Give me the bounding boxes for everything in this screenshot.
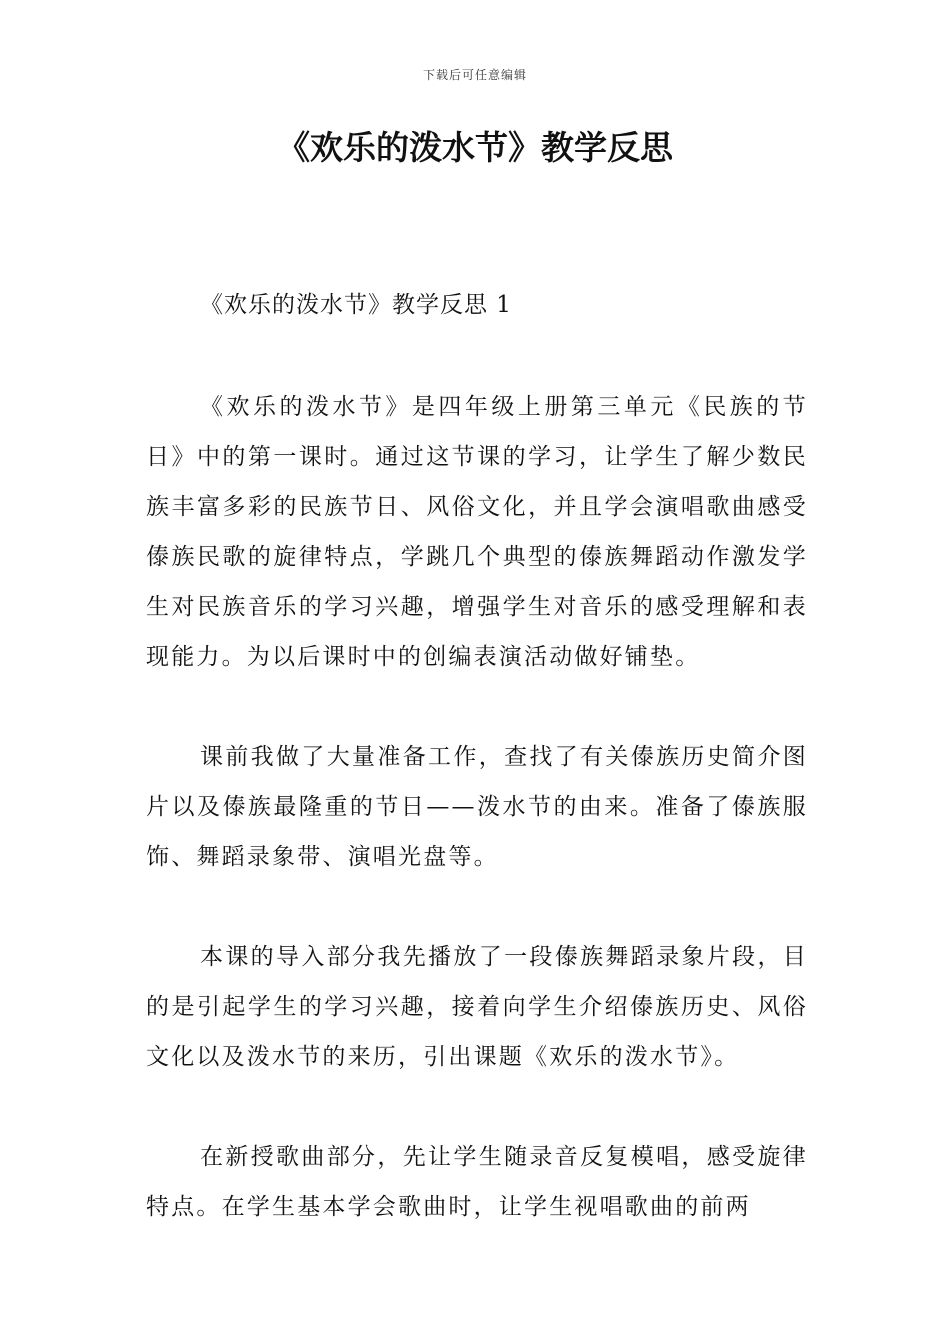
document-title: 《欢乐的泼水节》教学反思 (277, 128, 673, 167)
paragraph-2: 课前我做了大量准备工作，查找了有关傣族历史简介图片以及傣族最隆重的节日——泼水节的由来。准备了傣族服饰、舞蹈录象带、演唱光盘等。 (146, 744, 808, 870)
paragraph-3: 本课的导入部分我先播放了一段傣族舞蹈录象片段，目的是引起学生的学习兴趣，接着向学生介绍傣族历史、风俗文化以及泼水节的来历，引出课题《欢乐的泼水节》。 (146, 944, 808, 1070)
document-body (146, 280, 808, 1282)
header-note: 下载后可任意编辑 (422, 68, 527, 82)
paragraph-1: 《欢乐的泼水节》是四年级上册第三单元《民族的节日》中的第一课时。通过这节课的学习，让学生了解少数民族丰富多彩的民族节日、风俗文化，并且学会演唱歌曲感受傣族民歌的旋律特点，学跳几个典型的傣族舞蹈动作激发学生对民族音乐的学习兴趣，增强学生对音乐的感受理解和表现能力。为以后课时中的创编表演活动做好铺垫。 (146, 394, 808, 670)
paragraph-4: 在新授歌曲部分，先让学生随录音反复模唱，感受旋律特点。在学生基本学会歌曲时，让学生视唱歌曲的前两 (146, 1144, 808, 1220)
section-heading: 《欢乐的泼水节》教学反思 1 (200, 292, 512, 318)
